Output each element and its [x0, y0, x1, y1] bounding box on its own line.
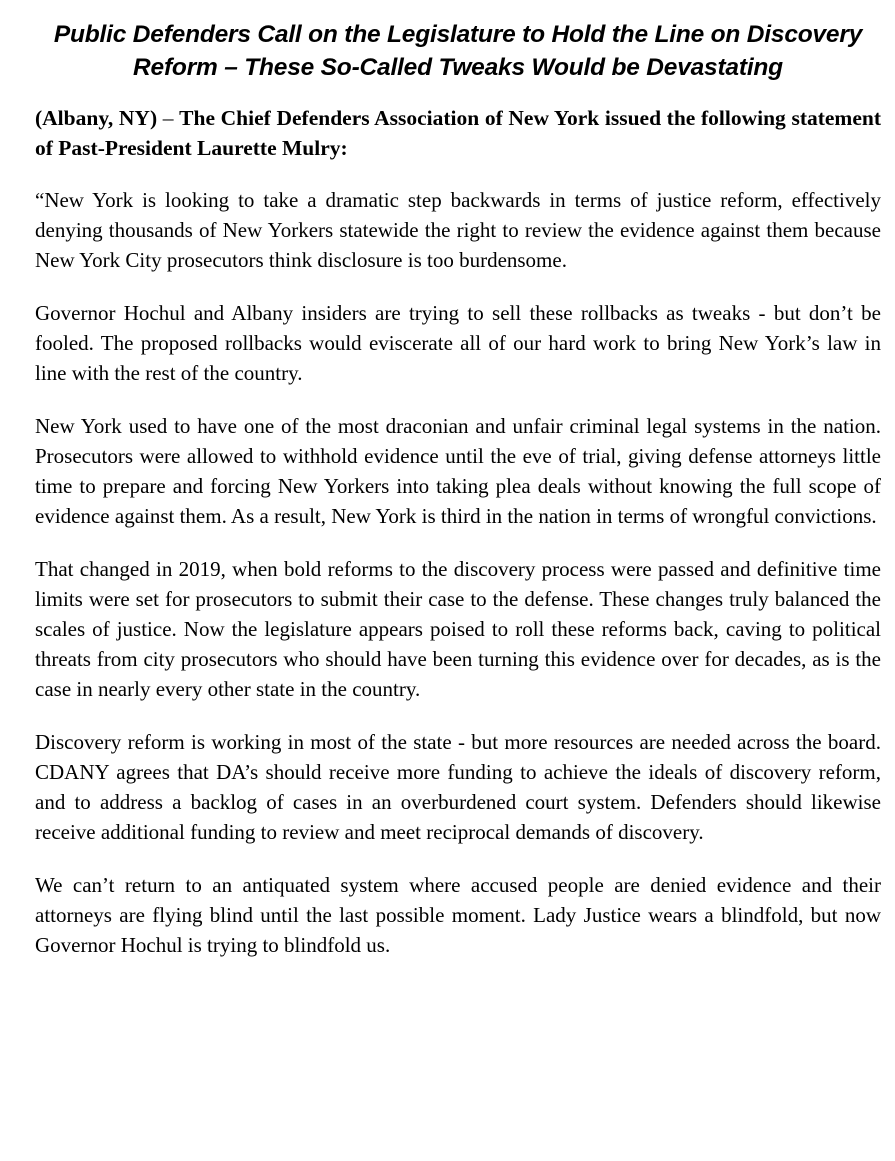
- body-paragraph-5: Discovery reform is working in most of the state - but more resources are needed across the board. CDANY agrees that DA’s should receive more funding to achieve the ideals of discovery reform, and to address a backlog of cases in an overburdened court system. Defenders should likewise receive additional funding to review and meet reciprocal demands of discovery.: [35, 730, 881, 844]
- lead-text: The Chief Defenders Association of New York issued the following statement of Past-President Laurette Mulry:: [35, 106, 881, 160]
- body-paragraph-2: Governor Hochul and Albany insiders are trying to sell these rollbacks as tweaks - but don’t be fooled. The proposed rollbacks would eviscerate all of our hard work to bring New York’s law in line with the rest of the country.: [35, 301, 881, 385]
- body-paragraph-6: We can’t return to an antiquated system where accused people are denied evidence and their attorneys are flying blind until the last possible moment. Lady Justice wears a blindfold, but now Governor Hochul is trying to blindfold us.: [35, 873, 881, 957]
- dateline-dash: –: [157, 106, 180, 130]
- title-line-1: Public Defenders Call on the Legislature to Hold the Line on Discovery: [53, 21, 863, 48]
- title-line-2: Reform – These So-Called Tweaks Would be Devastating: [133, 54, 783, 81]
- page-title: [35, 18, 881, 84]
- body-paragraph-1: “New York is looking to take a dramatic step backwards in terms of justice reform, effectively denying thousands of New Yorkers statewide the right to review the evidence against them because New York City prosecutors think disclosure is too burdensome.: [35, 188, 881, 272]
- dateline: (Albany, NY): [35, 106, 158, 130]
- body-paragraph-3: New York used to have one of the most draconian and unfair criminal legal systems in the nation. Prosecutors were allowed to withhold evidence until the eve of trial, giving defense attorneys little time to prepare and forcing New Yorkers into taking plea deals without knowing the full scope of evidence against them. As a result, New York is third in the nation in terms of wrongful convictions.: [35, 414, 881, 528]
- press-statement-page: [35, 18, 881, 983]
- body-paragraph-4: That changed in 2019, when bold reforms to the discovery process were passed and definitive time limits were set for prosecutors to submit their case to the defense. These changes truly balanced the scales of justice. Now the legislature appears poised to roll these reforms back, caving to political threats from city prosecutors who should have been turning this evidence over for decades, as is the case in nearly every other state in the country.: [35, 557, 881, 701]
- lead-paragraph: [35, 103, 881, 163]
